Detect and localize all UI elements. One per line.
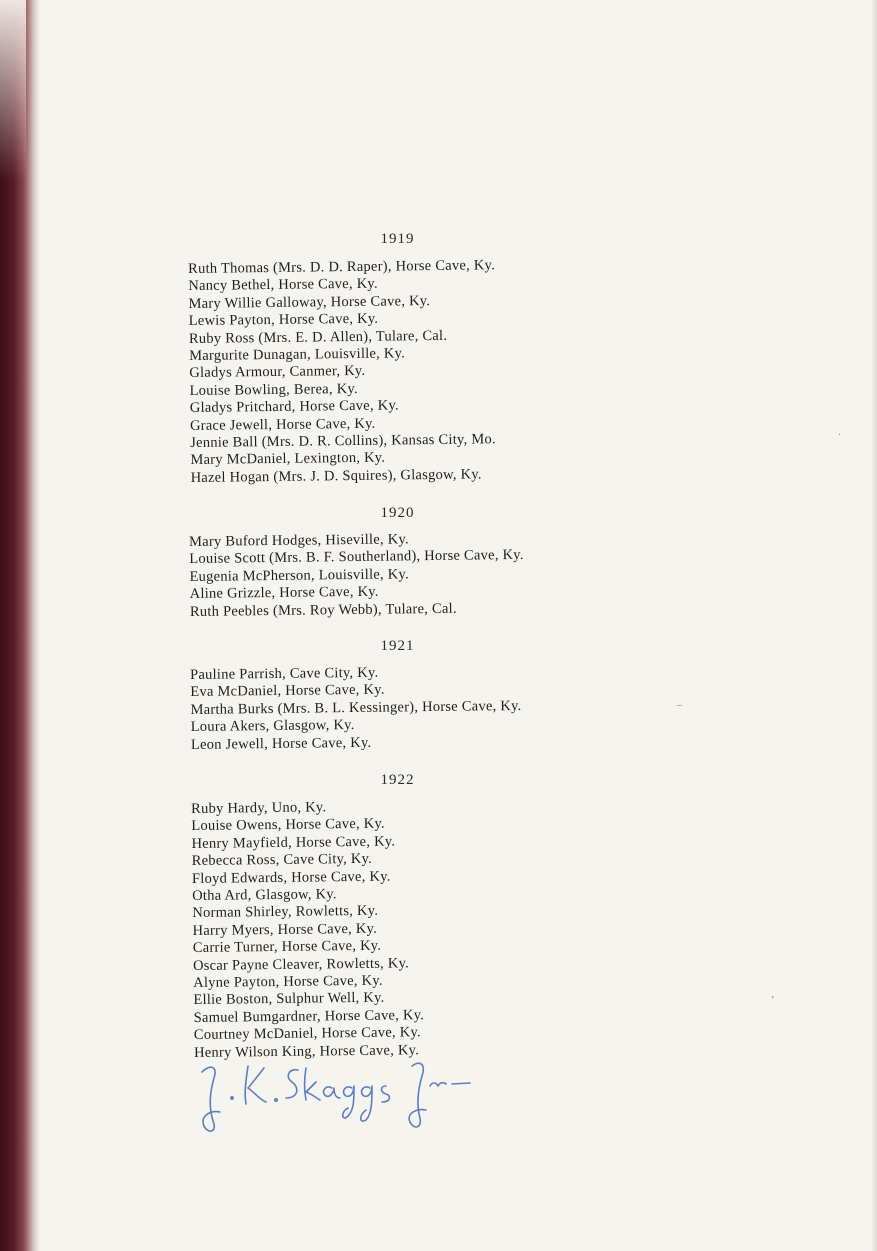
list-item: Ruby Ross (Mrs. E. D. Allen), Tulare, Cal. [188, 327, 448, 347]
handwritten-signature [180, 1052, 480, 1137]
list-item: Ellie Boston, Sulphur Well, Ky. [193, 990, 385, 1009]
list-item: Gladys Armour, Canmer, Ky. [189, 363, 366, 382]
list-item: Mary McDaniel, Lexington, Ky. [190, 450, 386, 469]
list-item: Eva McDaniel, Horse Cave, Ky. [190, 682, 385, 701]
list-item: Oscar Payne Cleaver, Rowletts, Ky. [192, 955, 410, 974]
list-item: Norman Shirley, Rowletts, Ky. [192, 903, 379, 922]
list-item: Mary Willie Galloway, Horse Cave, Ky. [188, 292, 431, 312]
binding-highlight [0, 0, 26, 180]
list-item: Samuel Bumgardner, Horse Cave, Ky. [193, 1007, 425, 1026]
list-item: Henry Wilson King, Horse Cave, Ky. [193, 1041, 420, 1061]
name-list [190, 663, 522, 754]
list-item: Henry Mayfield, Horse Cave, Ky. [191, 833, 396, 852]
year-heading: 1920 [380, 505, 415, 521]
year-heading: 1921 [380, 638, 415, 654]
name-list [188, 257, 498, 487]
list-item: Jennie Ball (Mrs. D. R. Collins), Kansas City, Mo. [190, 431, 496, 452]
list-item: Martha Burks (Mrs. B. L. Kessinger), Horse Cave, Ky. [190, 697, 522, 718]
list-item: Floyd Edwards, Horse Cave, Ky. [191, 868, 391, 887]
list-item: Louise Owens, Horse Cave, Ky. [191, 816, 385, 835]
list-item: Hazel Hogan (Mrs. J. D. Squires), Glasgow, Ky. [190, 466, 482, 486]
list-item: Mary Buford Hodges, Hiseville, Ky. [189, 531, 409, 550]
list-item: Loura Akers, Glasgow, Ky. [190, 717, 355, 736]
scan-speck: · [838, 430, 842, 441]
book-binding-edge [0, 0, 40, 1251]
list-item: Lewis Payton, Horse Cave, Ky. [188, 310, 379, 330]
list-item: Harry Myers, Horse Cave, Ky. [192, 920, 378, 939]
scan-speck: ’ [771, 995, 775, 1006]
list-item: Aline Grizzle, Horse Cave, Ky. [189, 583, 379, 603]
list-item: Nancy Bethel, Horse Cave, Ky. [188, 276, 378, 295]
year-heading: 1919 [380, 231, 415, 247]
list-item: Ruby Hardy, Uno, Ky. [191, 799, 327, 817]
scan-speck: – [677, 700, 682, 711]
page-edge-shadow [871, 0, 877, 1251]
list-item: Gladys Pritchard, Horse Cave, Ky. [189, 397, 399, 417]
list-item: Grace Jewell, Horse Cave, Ky. [189, 415, 376, 434]
list-item: Otha Ard, Glasgow, Ky. [192, 886, 337, 905]
list-item: Eugenia McPherson, Louisville, Ky. [189, 566, 409, 585]
list-item: Carrie Turner, Horse Cave, Ky. [192, 937, 382, 957]
list-item: Pauline Parrish, Cave City, Ky. [190, 664, 379, 683]
list-item: Ruth Peebles (Mrs. Roy Webb), Tulare, Cal. [189, 600, 457, 620]
list-item: Rebecca Ross, Cave City, Ky. [191, 851, 373, 870]
list-item: Margurite Dunagan, Louisville, Ky. [189, 345, 406, 365]
year-heading: 1922 [380, 772, 415, 788]
list-item: Courtney McDaniel, Horse Cave, Ky. [193, 1024, 421, 1044]
list-item: Louise Bowling, Berea, Ky. [189, 380, 358, 399]
list-item: Louise Scott (Mrs. B. F. Southerland), Horse Cave, Ky. [189, 547, 524, 568]
list-item: Ruth Thomas (Mrs. D. D. Raper), Horse Cave, Ky. [188, 257, 496, 277]
name-list [191, 798, 425, 1062]
name-list [189, 530, 524, 621]
list-item: Alyne Payton, Horse Cave, Ky. [193, 972, 383, 992]
list-item: Leon Jewell, Horse Cave, Ky. [190, 734, 372, 753]
